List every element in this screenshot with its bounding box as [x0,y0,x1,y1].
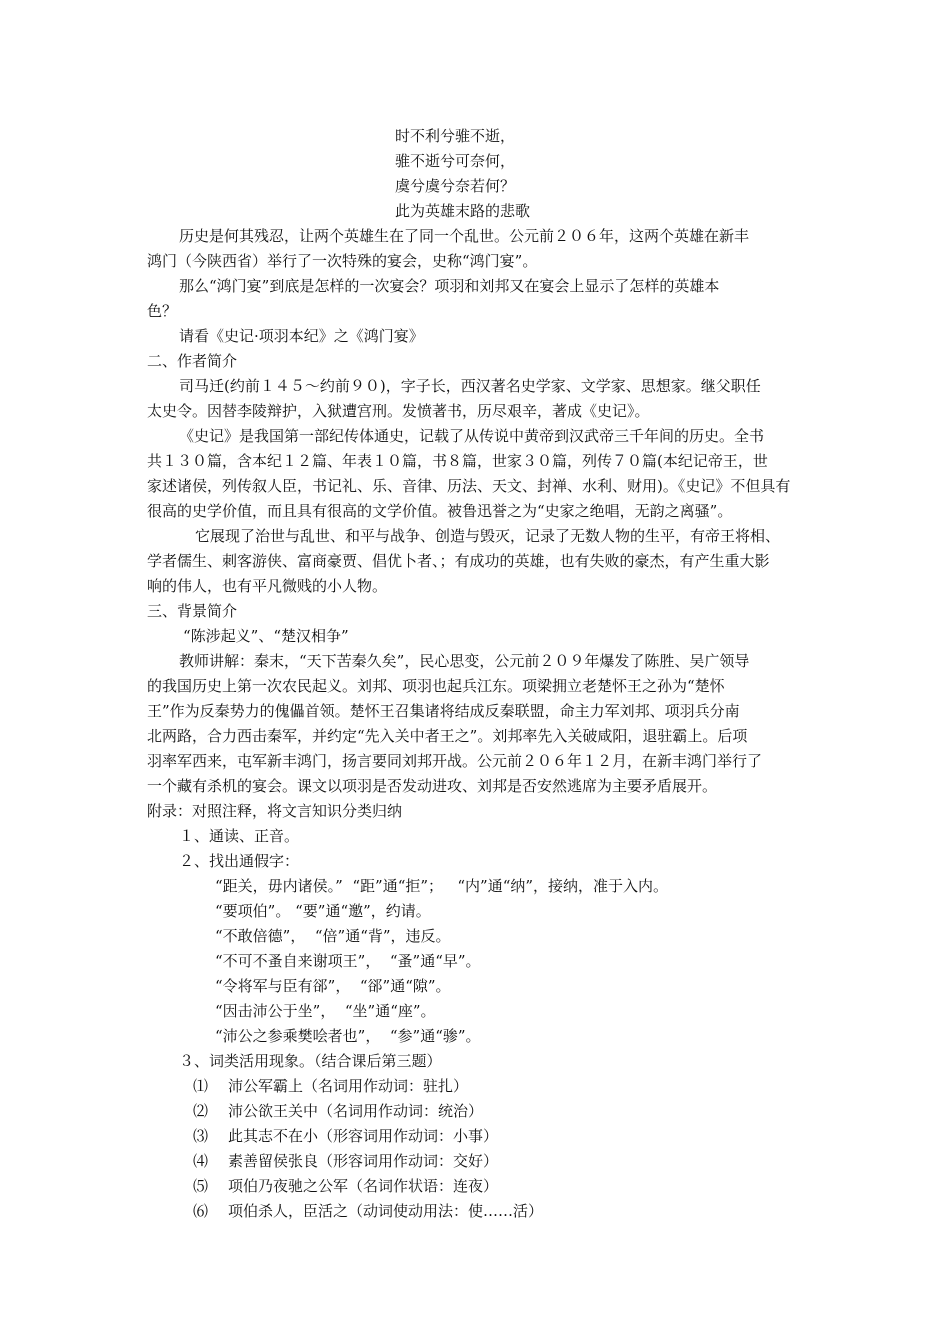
author-line-4: 共１３０篇，含本纪１２篇、年表１０篇，书８篇，世家３０篇，列传７０篇(本纪记帝王，世 [147,452,768,470]
cilei-number: ⑸ [193,1177,209,1195]
author-line-8: 学者儒生、刺客游侠、富商豪贾、倡优卜者、；有成功的英雄，也有失败的豪杰，有产生重大影 [147,552,770,570]
tongjia-line-1: “距关，毋内诸侯。” “距”通“拒”； “内”通“纳”，接纳，准于入内。 [215,877,669,895]
appendix-item-3: ３、词类活用现象。（结合课后第三题） [179,1052,442,1070]
cilei-number: ⑵ [193,1102,209,1120]
author-line-9: 响的伟人，也有平凡微贱的小人物。 [147,577,388,595]
background-line-6: 一个藏有杀机的宴会。课文以项羽是否发动进攻、刘邦是否安然逃席为主要矛盾展开。 [147,777,718,795]
tongjia-line-4: “不可不蚤自来谢项王”， “蚤”通“早”。 [215,952,481,970]
appendix-heading: 附录：对照注释，将文言知识分类归纳 [147,802,403,820]
section-heading-author: 二、作者简介 [147,352,238,370]
author-line-5: 家述诸侯，列传叙人臣，书记礼、乐、音律、历法、天文、封禅、水利、财用)。《史记》不但具有 [147,477,791,495]
background-line-2: 的我国历史上第一次农民起义。刘邦、项羽也起兵江东。项梁拥立老楚怀王之孙为“楚怀 [147,677,725,695]
cilei-number: ⑹ [193,1202,209,1220]
tongjia-line-2: “要项伯”。 “要”通“邀”，约请。 [215,902,431,920]
author-line-6: 很高的史学价值，而且具有很高的文学价值。被鲁迅誉之为“史家之绝唱，无韵之离骚”。 [147,502,733,520]
tongjia-line-5: “令将军与臣有郤”， “郤”通“隙”。 [215,977,451,995]
cilei-text: 此其志不在小（形容词用作动词：小事） [228,1127,499,1145]
author-line-1: 司马迁(约前１４５～约前９０)，字子长，西汉著名史学家、文学家、思想家。继父职任 [179,377,761,395]
cilei-text: 沛公欲王关中（名词用作动词：统治） [228,1102,484,1120]
intro-line-1: 历史是何其残忍，让两个英雄生在了同一个乱世。公元前２０６年，这两个英雄在新丰 [179,227,750,245]
author-line-2: 太史令。因替李陵辩护，入狱遭宫刑。发愤著书，历尽艰辛，著成《史记》。 [147,402,650,420]
author-line-7: 它展现了治世与乱世、和平与战争、创造与毁灭，记录了无数人物的生平，有帝王将相、 [195,527,781,545]
cilei-text: 项伯杀人，臣活之（动词使动用法：使……活） [228,1202,544,1220]
tongjia-line-3: “不敢倍德”， “倍”通“背”，违反。 [215,927,451,945]
cilei-text: 项伯乃夜驰之公军（名词作状语：连夜） [228,1177,499,1195]
poem-line-1: 时不利兮骓不逝， [395,127,516,145]
background-line-4: 北两路，合力西击秦军，并约定“先入关中者王之”。刘邦率先入关破咸阳，退驻霸上。后项 [147,727,748,745]
cilei-number: ⑷ [193,1152,209,1170]
tongjia-line-6: “因击沛公于坐”， “坐”通“座”。 [215,1002,436,1020]
poem-line-3: 虞兮虞兮奈若何？ [395,177,516,195]
cilei-text: 沛公军霸上（名词用作动词：驻扎） [228,1077,469,1095]
appendix-item-1: １、通读、正音。 [179,827,300,845]
poem-line-4: 此为英雄末路的悲歌 [395,202,531,220]
cilei-number: ⑴ [193,1077,209,1095]
section-heading-background: 三、背景简介 [147,602,238,620]
intro-line-4: 色？ [147,302,178,320]
background-line-5: 羽率军西来，屯军新丰鸿门，扬言要同刘邦开战。公元前２０６年１２月，在新丰鸿门举行了 [147,752,763,770]
cilei-text: 素善留侯张良（形容词用作动词：交好） [228,1152,499,1170]
intro-line-2: 鸿门（今陕西省）举行了一次特殊的宴会，史称“鸿门宴”。 [147,252,538,270]
intro-line-5: 请看《史记·项羽本纪》之《鸿门宴》 [179,327,424,345]
poem-line-2: 骓不逝兮可奈何， [395,152,516,170]
background-line-3: 王”作为反秦势力的傀儡首领。楚怀王召集诸将结成反秦联盟，命主力军刘邦、项羽兵分南 [147,702,740,720]
background-line-1: 教师讲解：秦末，“天下苦秦久矣”，民心思变，公元前２０９年爆发了陈胜、吴广领导 [179,652,750,670]
intro-line-3: 那么“鸿门宴”到底是怎样的一次宴会？项羽和刘邦又在宴会上显示了怎样的英雄本 [179,277,720,295]
author-line-3: 《史记》是我国第一部纪传体通史，记载了从传说中黄帝到汉武帝三千年间的历史。全书 [179,427,765,445]
tongjia-line-7: “沛公之参乘樊哙者也”， “参”通“骖”。 [215,1027,481,1045]
appendix-item-2: ２、找出通假字： [179,852,300,870]
background-subtitle: “陈涉起义”、“楚汉相争” [183,627,349,645]
cilei-number: ⑶ [193,1127,209,1145]
